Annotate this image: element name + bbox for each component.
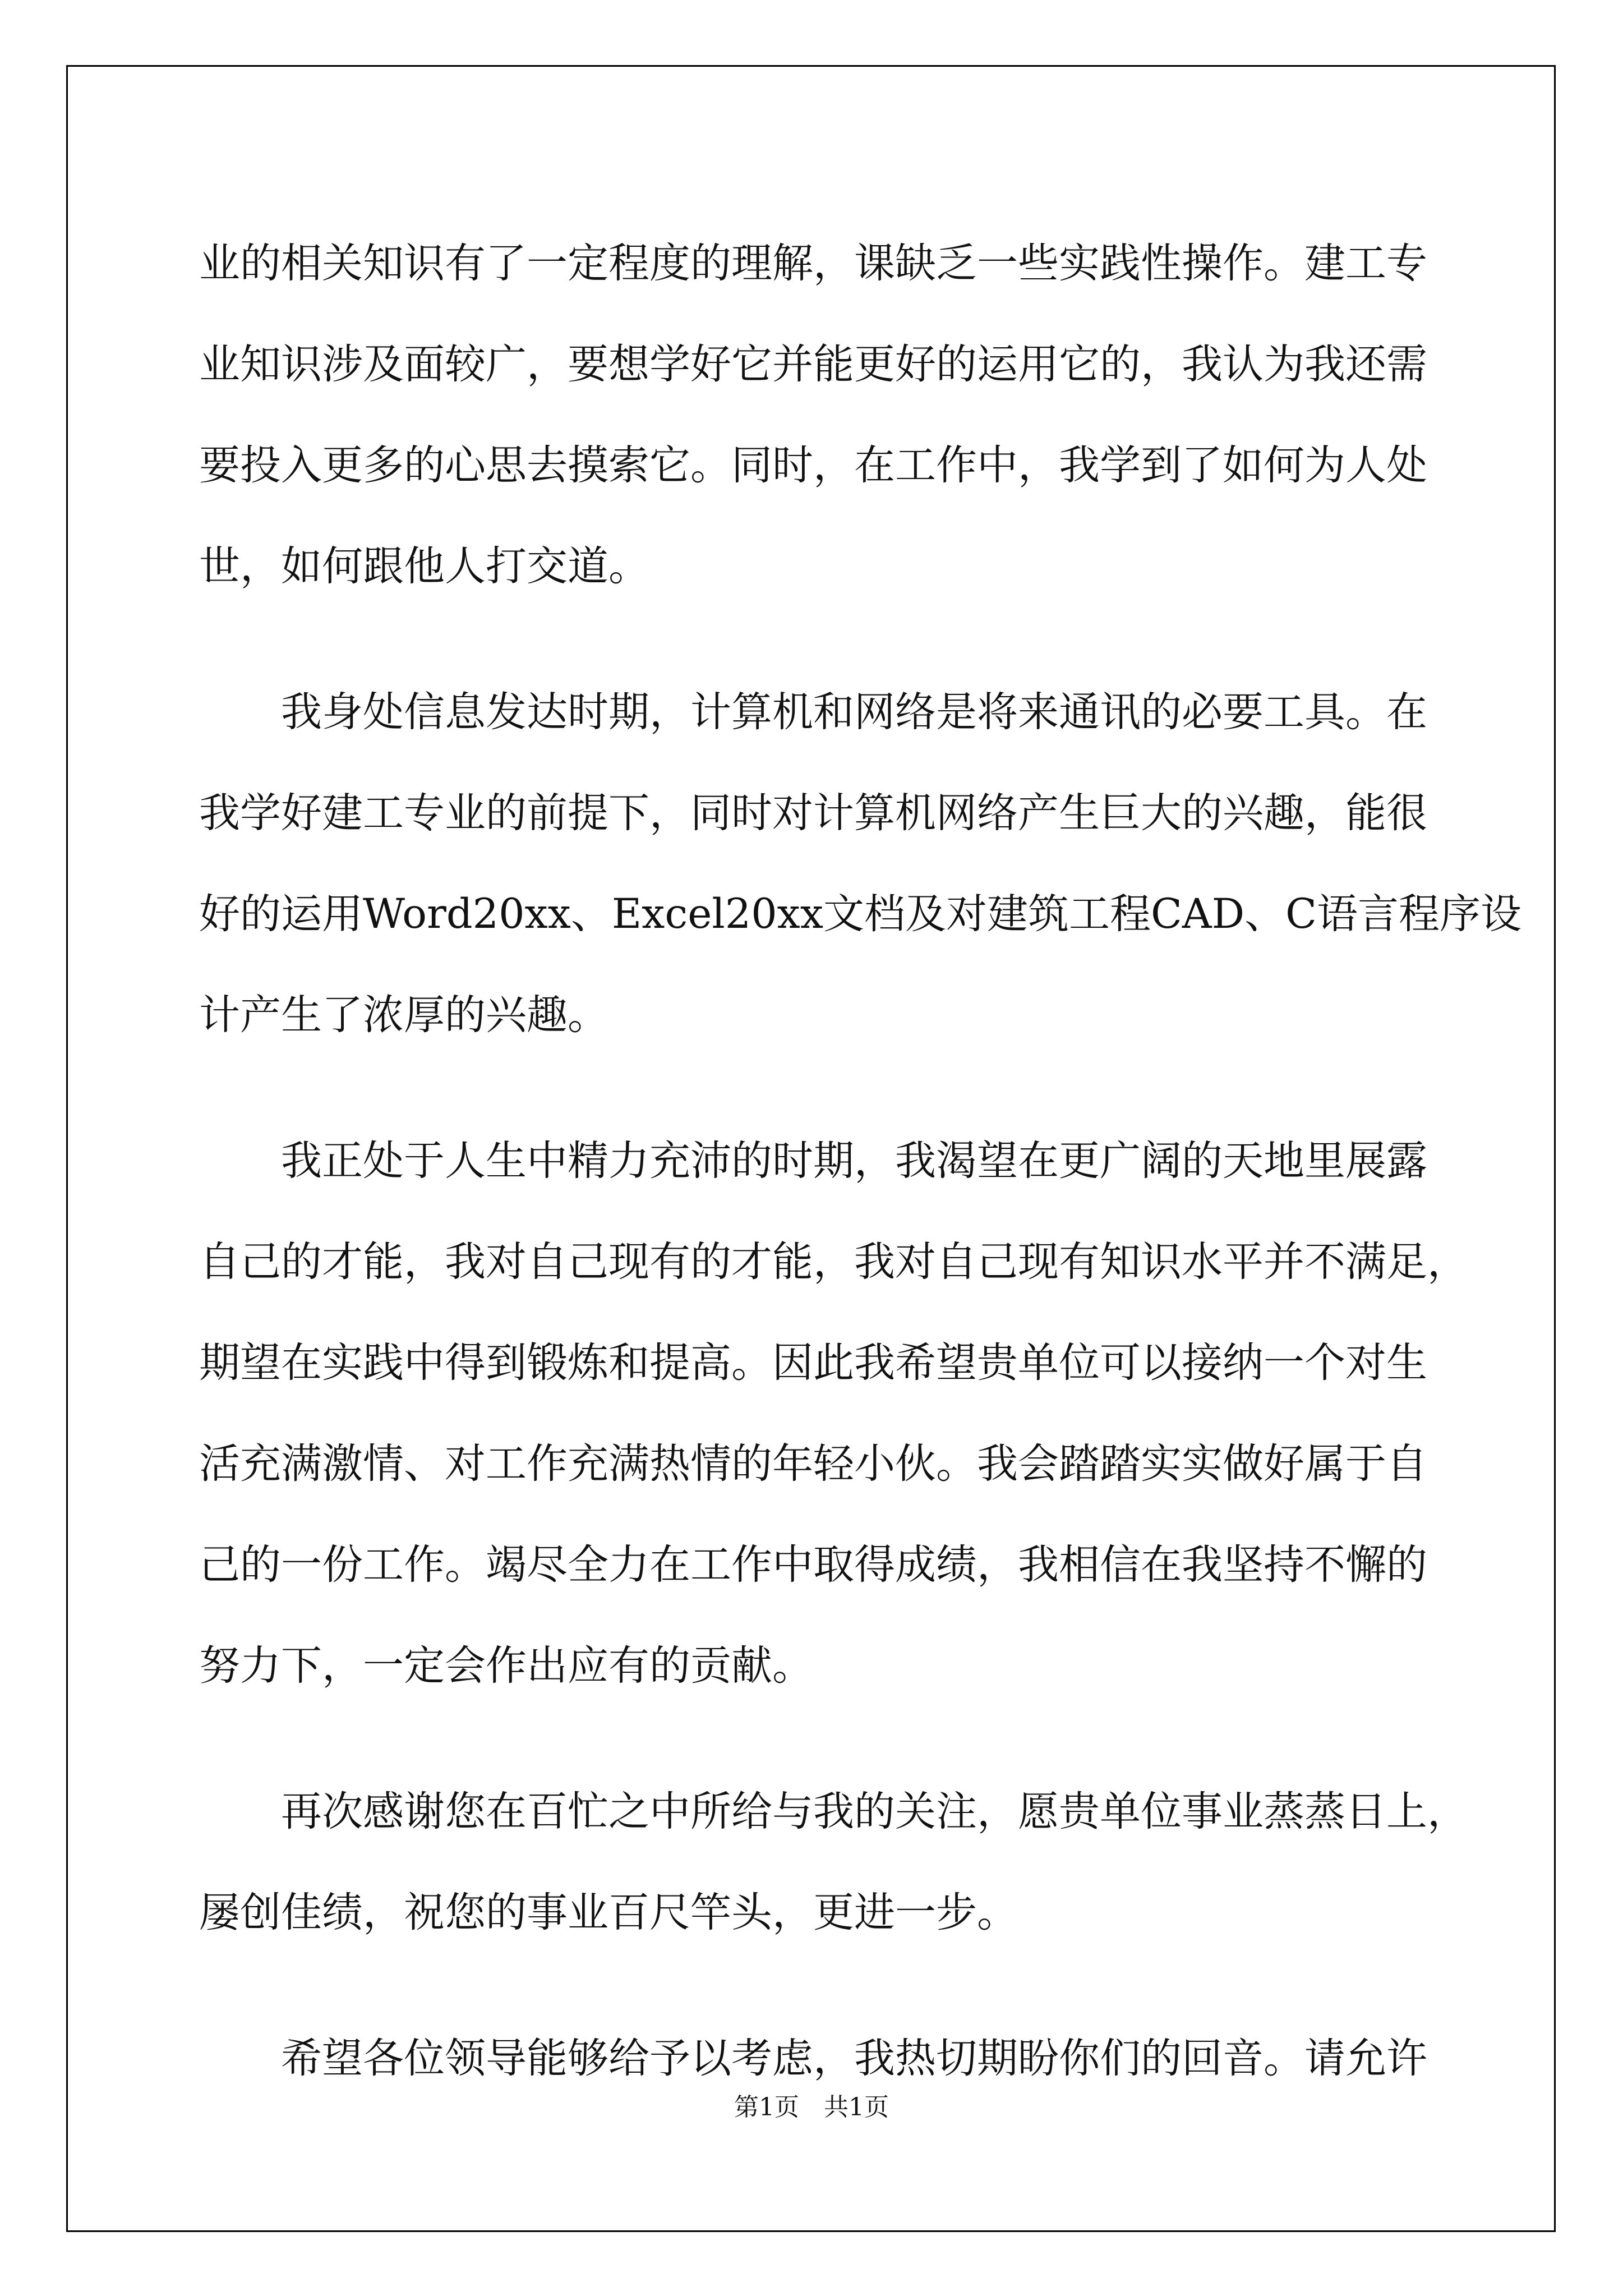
text-line: 计产生了浓厚的兴趣。 bbox=[199, 991, 608, 1039]
document-body bbox=[199, 213, 1521, 2109]
text-line: 世，如何跟他人打交道。 bbox=[199, 542, 649, 590]
text-line: 期望在实践中得到锻炼和提高。因此我希望贵单位可以接纳一个对生 bbox=[199, 1339, 1427, 1387]
text-line: 业知识涉及面较广，要想学好它并能更好的运用它的，我认为我还需 bbox=[199, 341, 1427, 388]
text-line: 自己的才能，我对自己现有的才能，我对自己现有知识水平并不满足， bbox=[199, 1238, 1468, 1286]
text-line: 再次感谢您在百忙之中所给与我的关注，愿贵单位事业蒸蒸日上， bbox=[281, 1788, 1468, 1835]
paragraph bbox=[199, 662, 1521, 1066]
paragraph bbox=[199, 1761, 1468, 1963]
paragraph-gap bbox=[199, 1717, 1433, 1761]
text-line: 努力下，一定会作出应有的贡献。 bbox=[199, 1642, 813, 1690]
paragraph-gap bbox=[199, 1066, 1433, 1111]
text-line: 活充满激情、对工作充满热情的年轻小伙。我会踏踏实实做好属于自 bbox=[199, 1440, 1427, 1488]
page-footer: 第1页 共1页 bbox=[734, 2093, 889, 2122]
paragraph bbox=[199, 213, 1433, 617]
text-line: 希望各位领导能够给予以考虑，我热切期盼你们的回音。请允许 bbox=[281, 2035, 1427, 2082]
text-line: 我正处于人生中精力充沛的时期，我渴望在更广阔的天地里展露 bbox=[281, 1137, 1427, 1185]
paragraph-gap bbox=[199, 617, 1433, 662]
text-line: 我学好建工专业的前提下，同时对计算机网络产生巨大的兴趣，能很 bbox=[199, 789, 1427, 837]
paragraph-gap bbox=[199, 1963, 1433, 2008]
paragraph bbox=[199, 1111, 1468, 1717]
text-line: 好的运用Word20xx、Excel20xx文档及对建筑工程CAD、C语言程序设 bbox=[199, 890, 1521, 938]
text-line: 业的相关知识有了一定程度的理解，课缺乏一些实践性操作。建工专 bbox=[199, 240, 1427, 287]
text-line: 己的一份工作。竭尽全力在工作中取得成绩，我相信在我坚持不懈的 bbox=[199, 1541, 1427, 1589]
text-line: 要投入更多的心思去摸索它。同时，在工作中，我学到了如何为人处 bbox=[199, 441, 1427, 489]
text-line: 屡创佳绩，祝您的事业百尺竿头，更进一步。 bbox=[199, 1889, 1018, 1936]
text-line: 我身处信息发达时期，计算机和网络是将来通讯的必要工具。在 bbox=[281, 688, 1427, 736]
